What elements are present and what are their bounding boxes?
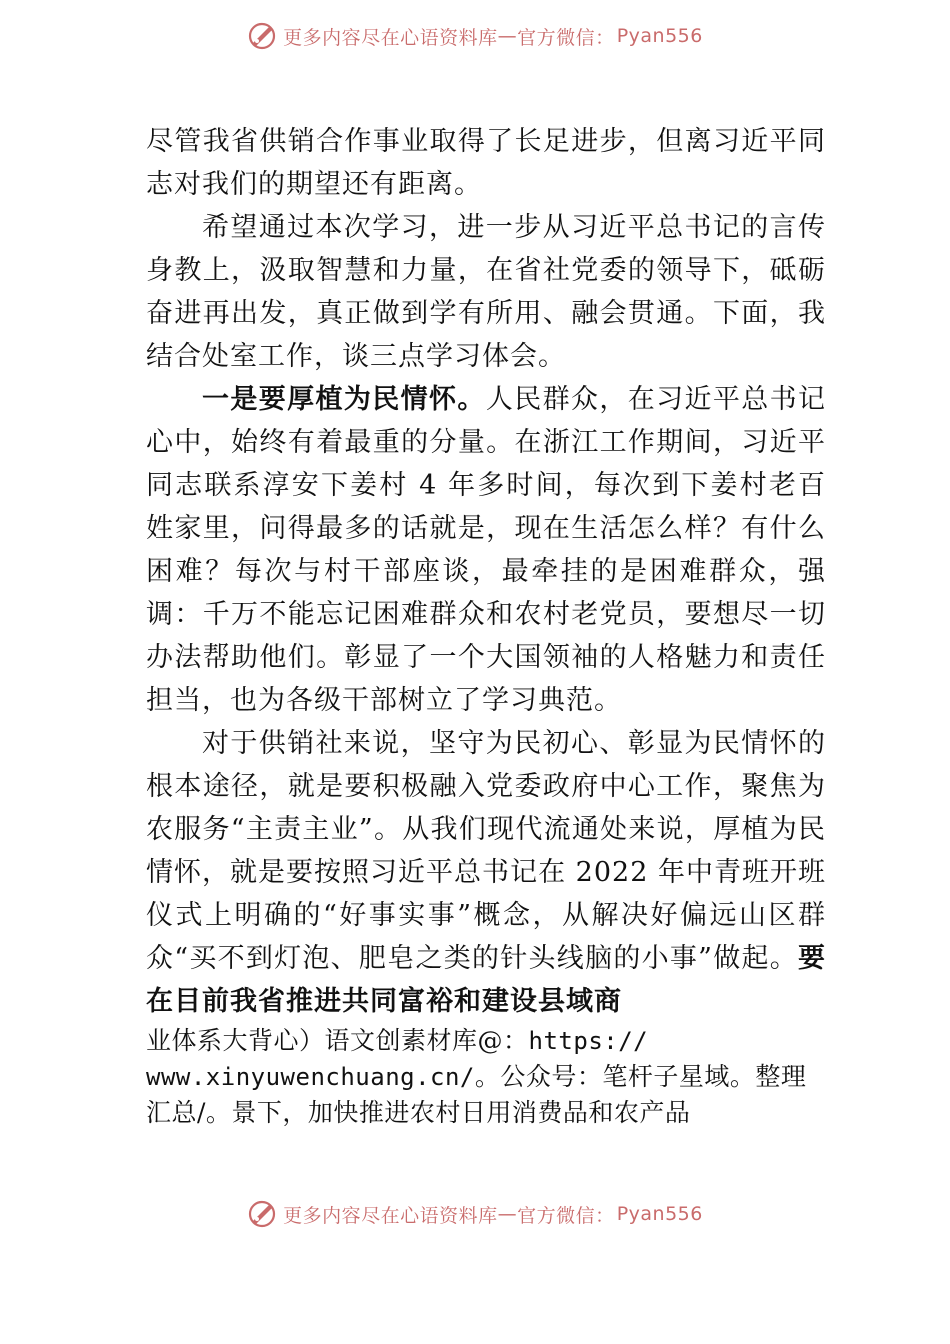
- footer-watermark: [0, 1194, 950, 1234]
- watermark-contact-label: 官方微信：: [517, 26, 615, 49]
- watermark-library-text: 更多内容尽在心语资料库: [283, 26, 498, 49]
- header-watermark: [0, 16, 950, 56]
- watermark-separator: —: [497, 25, 518, 47]
- watermark-separator: —: [497, 1203, 518, 1225]
- paragraph-5: [146, 1023, 826, 1131]
- paragraph-1: 尽管我省供销合作事业取得了长足进步，但离习近平同志对我们的期望还有距离。: [146, 126, 826, 200]
- paragraph-3-text: 人民群众，在习近平总书记心中，始终有着最重的分量。在浙江工作期间，习近平同志联系淳安下姜村 4 年多时间，每次到下姜村老百姓家里，问得最多的话就是，现在生活怎么样？有什么困难？每次与村干部座谈，最牵挂的是困难群众，强调：千万不能忘记困难群众和农村老党员，要想尽一切办法帮助他们。彰显了一个大国领袖的人格魅力和责任担当，也为各级干部树立了学习典范。: [146, 384, 827, 716]
- paragraph-2: 希望通过本次学习，进一步从习近平总书记的言传身教上，汲取智慧和力量，在省社党委的领导下，砥砺奋进再出发，真正做到学有所用、融会贯通。下面，我结合处室工作，谈三点学习体会。: [146, 212, 826, 372]
- paragraph-4-text: 对于供销社来说，坚守为民初心、彰显为民情怀的根本途径，就是要积极融入党委政府中心工作，聚焦为农服务“主责主业”。从我们现代流通处来说，厚植为民情怀，就是要按照习近平总书记在 2022 年中青班开班仪式上明确的“好事实事”概念，从解决好偏远山区群众“买不到灯泡、肥皂之类的针头线脑的小事”做起。: [146, 728, 826, 974]
- section-heading-1: 一是要厚植为民情怀。: [202, 384, 486, 415]
- watermark-contact-id: Pyan556: [616, 1203, 703, 1225]
- paragraph-4: [146, 722, 826, 1023]
- paragraph-5-line1: 业体系大背心）语文创素材库@：: [146, 1026, 529, 1055]
- document-body: [146, 120, 826, 1131]
- watermark-contact-label: 官方微信：: [517, 1204, 615, 1227]
- paragraph-5-line2: 。公众号：笔杆子星域。整理汇总/。景下，加快推进农村日用消费品和农产品: [146, 1062, 807, 1127]
- watermark-library-text: 更多内容尽在心语资料库: [283, 1204, 498, 1227]
- paragraph-3: [146, 378, 826, 722]
- watermark-contact-id: Pyan556: [616, 25, 703, 47]
- paragraph-4-bold: 要在目前我省推进共同富裕和建设县域商: [146, 943, 826, 1017]
- pen-seal-logo-icon: [247, 21, 277, 51]
- url-part-2: www.xinyuwenchuang.cn/: [146, 1063, 475, 1091]
- url-part-1: https://: [528, 1027, 649, 1055]
- pen-seal-logo-icon: [247, 1199, 277, 1229]
